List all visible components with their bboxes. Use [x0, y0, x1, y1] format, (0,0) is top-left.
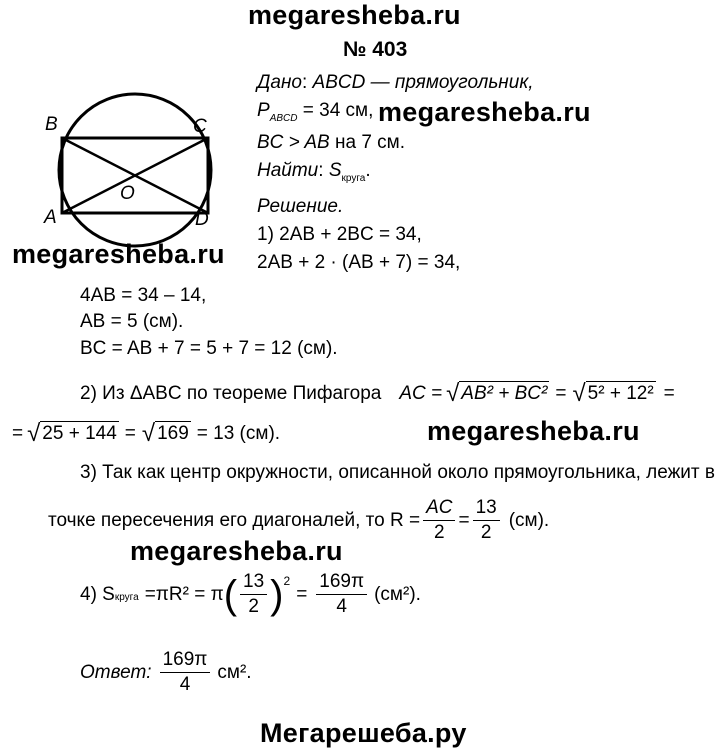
- find-period: .: [365, 160, 371, 181]
- step4-s: 4) S: [80, 583, 115, 605]
- watermark-top: megaresheba.ru: [248, 0, 461, 30]
- answer-label: Ответ:: [80, 661, 152, 683]
- find-label: Найти: [257, 160, 319, 181]
- step2-line1: 2) Из ΔABC по теореме Пифагора AC = √ AB² + BC² = √ 5² + 12² =: [80, 380, 675, 407]
- vertex-c-label: C: [193, 116, 207, 137]
- vertex-a-label: A: [44, 207, 57, 228]
- solution-label: Решение.: [257, 196, 344, 217]
- watermark-left: megaresheba.ru: [12, 239, 225, 269]
- step1-line2: 2AB + 2 · (AB + 7) = 34,: [257, 252, 461, 273]
- step3-text: точке пересечения его диагоналей, то R =: [48, 509, 421, 531]
- step3-line1: 3) Так как центр окружности, описанной около прямоугольника, лежит в: [80, 462, 715, 483]
- problem-number: № 403: [343, 38, 408, 61]
- step2-result: = 13 (см).: [196, 423, 281, 444]
- fraction-13-over-2: $\frac{13}{2}$: [473, 496, 500, 545]
- find-area-symbol: S: [328, 160, 342, 181]
- find-area-subscript: круга: [341, 172, 366, 184]
- step2-line2: = √ 25 + 144 = √ 169 = 13 (см).: [12, 420, 281, 447]
- find-line: Найти: $S_{круга}$.: [257, 160, 371, 184]
- given-line-2: [257, 100, 373, 124]
- fraction-13-over-2-squared: $\frac{13}{2}$: [240, 570, 267, 619]
- bc-difference: на 7 см.: [334, 132, 406, 153]
- sqrt-25-144: √ 25 + 144: [27, 420, 117, 447]
- watermark-step3: megaresheba.ru: [130, 536, 343, 566]
- watermark-footer: Мегарешеба.ру: [260, 718, 467, 748]
- step1-line3: 4AB = 34 – 14,: [80, 285, 207, 306]
- given-label: Дано: [257, 72, 302, 93]
- given-rectangle: ABCD — прямоугольник,: [312, 72, 534, 93]
- perimeter-symbol: P: [257, 100, 270, 121]
- vertex-d-label: D: [195, 209, 209, 230]
- step4-line: 4) S круга =πR² = π ( $\frac{13}{2}$ ) $^2$ = $\frac{169\pi}{4}$ (см²).: [80, 571, 421, 617]
- vertex-b-label: B: [45, 114, 58, 135]
- step3-line2: точке пересечения его диагоналей, то R = $\frac{AC}{2}$ = $\frac{13}{2}$ (см).: [48, 497, 550, 543]
- perimeter-subscript: ABCD: [269, 112, 298, 124]
- sqrt-ab-bc: √ AB² + BC²: [446, 380, 548, 407]
- step1-line5: BC = AB + 7 = 5 + 7 = 12 (см).: [80, 338, 338, 359]
- rectangle-in-circle-figure: [35, 90, 245, 250]
- perimeter-value: = 34 см,: [302, 100, 374, 121]
- answer-fraction: $\frac{169\pi}{4}$: [160, 648, 211, 697]
- watermark-given: megaresheba.ru: [378, 97, 591, 127]
- answer-unit: см².: [217, 661, 252, 683]
- step1-line4: AB = 5 (см).: [80, 311, 184, 332]
- step2-intro: 2) Из ΔABC по теореме Пифагора: [80, 383, 382, 404]
- step2-ac: AC =: [399, 383, 443, 404]
- watermark-middle: megaresheba.ru: [427, 416, 640, 446]
- step1-line1: 1) 2AB + 2BC = 34,: [257, 224, 422, 245]
- center-o-label: O: [120, 183, 135, 204]
- sqrt-5-12: √ 5² + 12²: [572, 380, 654, 407]
- circumscribed-circle: [59, 94, 211, 246]
- sqrt-169: √ 169: [141, 420, 189, 447]
- bc-greater-ab: BC > AB: [257, 132, 330, 153]
- answer-line: [80, 648, 252, 697]
- fraction-ac-over-2: $\frac{AC}{2}$: [423, 496, 455, 545]
- fraction-169pi-over-4: $\frac{169\pi}{4}$: [316, 570, 367, 619]
- given-line-1: Дано: ABCD — прямоугольник,: [257, 72, 534, 93]
- given-line-3: [257, 132, 405, 154]
